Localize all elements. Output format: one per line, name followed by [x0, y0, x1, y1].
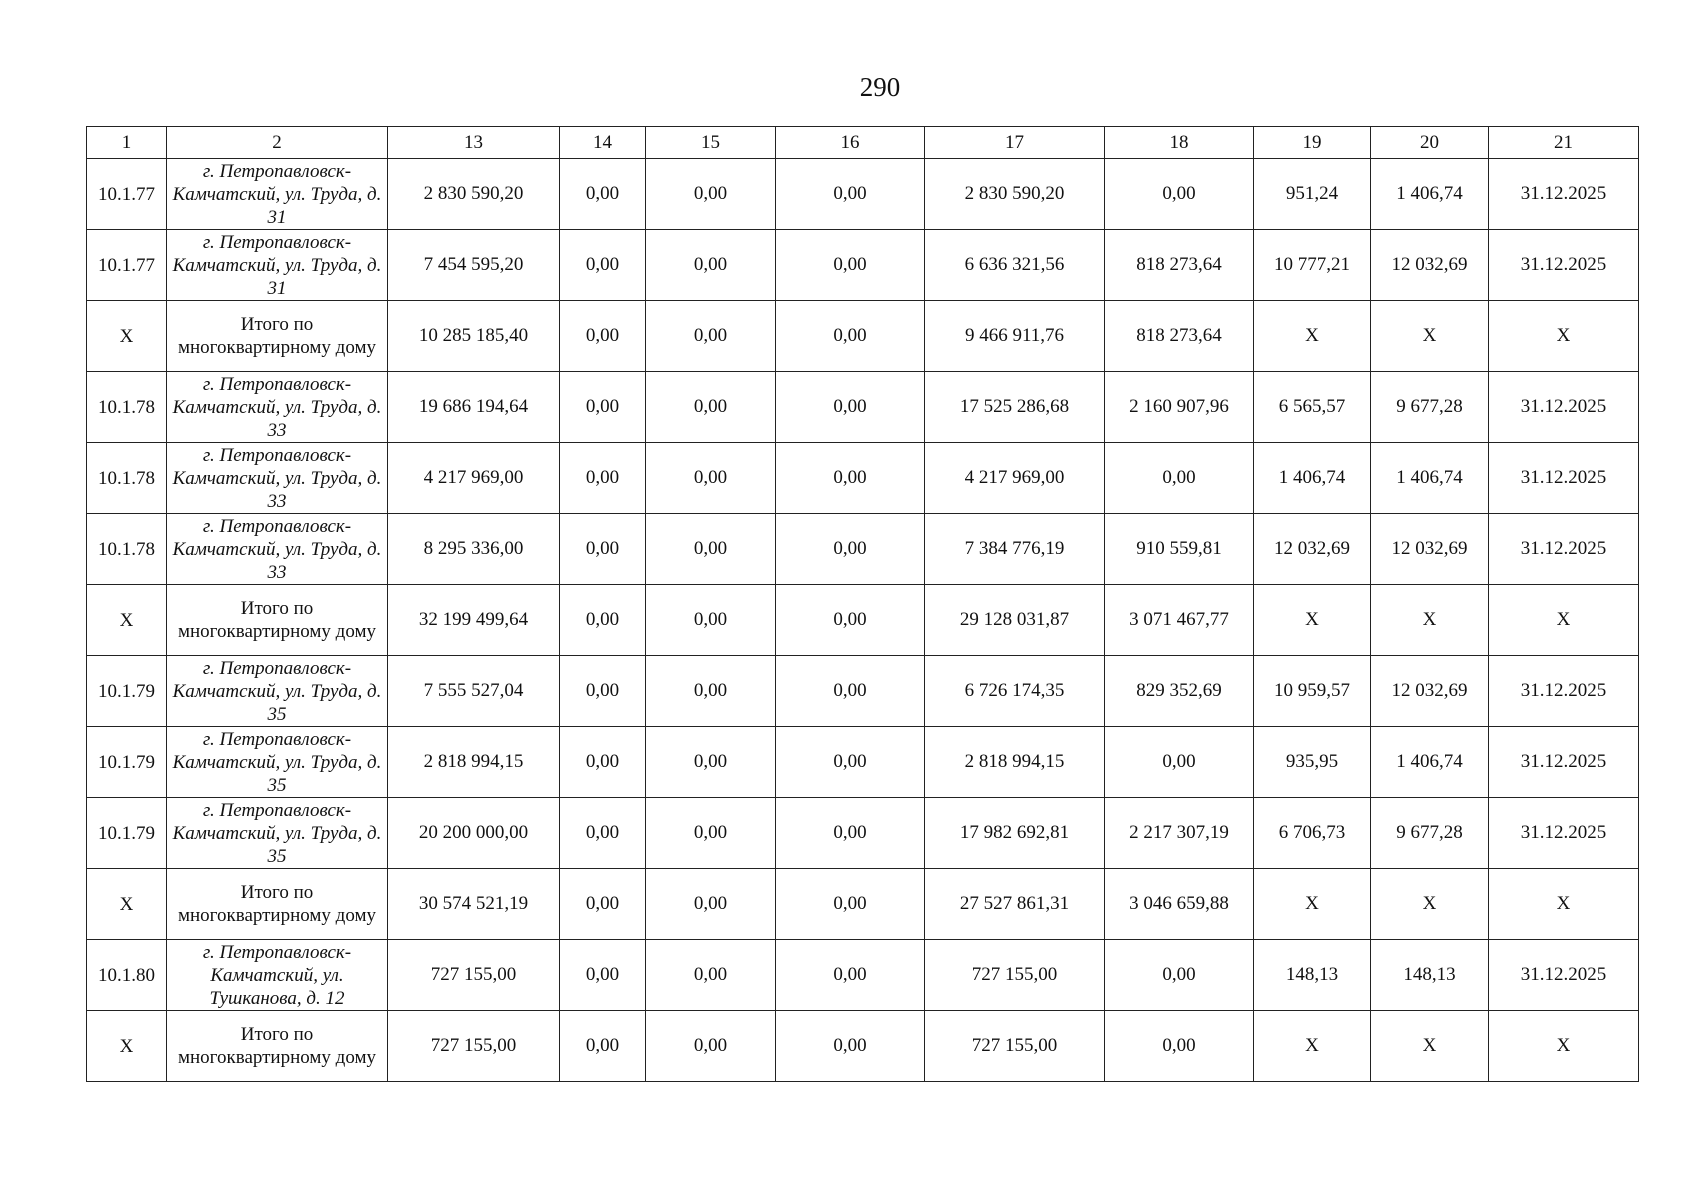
column-header: 15	[646, 127, 776, 159]
value-cell-col-14: 0,00	[560, 372, 646, 443]
value-cell-col-14: 0,00	[560, 869, 646, 940]
value-cell-col-16: 0,00	[776, 301, 925, 372]
value-cell-col-19: 148,13	[1254, 940, 1371, 1011]
value-cell-col-19: 951,24	[1254, 159, 1371, 230]
value-cell-col-15: 0,00	[646, 159, 776, 230]
value-cell-col-20: 1 406,74	[1371, 159, 1489, 230]
column-header: 14	[560, 127, 646, 159]
data-table	[86, 126, 1639, 1082]
column-header: 18	[1105, 127, 1254, 159]
value-cell-col-13: 19 686 194,64	[388, 372, 560, 443]
table-row	[87, 372, 1639, 443]
total-label-cell: Итого по многоквартирному дому	[167, 585, 388, 656]
value-cell-col-21: 31.12.2025	[1489, 798, 1639, 869]
address-cell: г. Петропавловск-Камчатский, ул. Труда, д. 31	[167, 230, 388, 301]
value-cell-col-17: 2 830 590,20	[925, 159, 1105, 230]
value-cell-col-20: X	[1371, 1011, 1489, 1082]
value-cell-col-15: 0,00	[646, 1011, 776, 1082]
row-number-cell: 10.1.78	[87, 372, 167, 443]
column-header: 2	[167, 127, 388, 159]
value-cell-col-15: 0,00	[646, 869, 776, 940]
column-header: 13	[388, 127, 560, 159]
value-cell-col-14: 0,00	[560, 159, 646, 230]
value-cell-col-20: 12 032,69	[1371, 514, 1489, 585]
address-cell: г. Петропавловск-Камчатский, ул. Труда, д. 33	[167, 372, 388, 443]
address-cell: г. Петропавловск-Камчатский, ул. Труда, д. 33	[167, 443, 388, 514]
value-cell-col-21: 31.12.2025	[1489, 443, 1639, 514]
row-number-cell: 10.1.79	[87, 727, 167, 798]
table-row	[87, 940, 1639, 1011]
page-number: 290	[859, 72, 901, 102]
address-cell: г. Петропавловск-Камчатский, ул. Труда, д. 33	[167, 514, 388, 585]
value-cell-col-18: 0,00	[1105, 940, 1254, 1011]
value-cell-col-21: X	[1489, 301, 1639, 372]
row-number-cell: 10.1.80	[87, 940, 167, 1011]
value-cell-col-21: 31.12.2025	[1489, 230, 1639, 301]
total-label-cell: Итого по многоквартирному дому	[167, 869, 388, 940]
value-cell-col-17: 6 726 174,35	[925, 656, 1105, 727]
value-cell-col-16: 0,00	[776, 869, 925, 940]
value-cell-col-14: 0,00	[560, 585, 646, 656]
value-cell-col-14: 0,00	[560, 230, 646, 301]
column-header: 19	[1254, 127, 1371, 159]
value-cell-col-19: 10 959,57	[1254, 656, 1371, 727]
value-cell-col-17: 7 384 776,19	[925, 514, 1105, 585]
value-cell-col-17: 6 636 321,56	[925, 230, 1105, 301]
value-cell-col-14: 0,00	[560, 443, 646, 514]
value-cell-col-13: 7 454 595,20	[388, 230, 560, 301]
value-cell-col-21: X	[1489, 869, 1639, 940]
value-cell-col-16: 0,00	[776, 798, 925, 869]
value-cell-col-18: 818 273,64	[1105, 301, 1254, 372]
row-number-cell: 10.1.78	[87, 514, 167, 585]
table-total-row	[87, 301, 1639, 372]
value-cell-col-20: 12 032,69	[1371, 230, 1489, 301]
row-number-cell: 10.1.77	[87, 159, 167, 230]
value-cell-col-17: 29 128 031,87	[925, 585, 1105, 656]
table-row	[87, 230, 1639, 301]
value-cell-col-15: 0,00	[646, 230, 776, 301]
value-cell-col-16: 0,00	[776, 230, 925, 301]
value-cell-col-16: 0,00	[776, 1011, 925, 1082]
value-cell-col-19: 10 777,21	[1254, 230, 1371, 301]
value-cell-col-19: X	[1254, 869, 1371, 940]
value-cell-col-19: 935,95	[1254, 727, 1371, 798]
column-header: 17	[925, 127, 1105, 159]
row-number-cell: 10.1.77	[87, 230, 167, 301]
value-cell-col-19: 12 032,69	[1254, 514, 1371, 585]
value-cell-col-21: 31.12.2025	[1489, 940, 1639, 1011]
value-cell-col-19: X	[1254, 585, 1371, 656]
value-cell-col-18: 3 071 467,77	[1105, 585, 1254, 656]
value-cell-col-17: 27 527 861,31	[925, 869, 1105, 940]
value-cell-col-20: X	[1371, 301, 1489, 372]
address-cell: г. Петропавловск-Камчатский, ул. Труда, д. 35	[167, 727, 388, 798]
value-cell-col-14: 0,00	[560, 1011, 646, 1082]
value-cell-col-15: 0,00	[646, 514, 776, 585]
value-cell-col-15: 0,00	[646, 443, 776, 514]
value-cell-col-16: 0,00	[776, 940, 925, 1011]
address-cell: г. Петропавловск-Камчатский, ул. Труда, д. 31	[167, 159, 388, 230]
value-cell-col-13: 727 155,00	[388, 1011, 560, 1082]
value-cell-col-17: 17 982 692,81	[925, 798, 1105, 869]
value-cell-col-19: X	[1254, 1011, 1371, 1082]
value-cell-col-21: 31.12.2025	[1489, 372, 1639, 443]
address-cell: г. Петропавловск-Камчатский, ул. Труда, д. 35	[167, 798, 388, 869]
address-cell: г. Петропавловск-Камчатский, ул. Тушканова, д. 12	[167, 940, 388, 1011]
value-cell-col-17: 2 818 994,15	[925, 727, 1105, 798]
row-number-cell: X	[87, 585, 167, 656]
value-cell-col-19: X	[1254, 301, 1371, 372]
value-cell-col-14: 0,00	[560, 798, 646, 869]
value-cell-col-20: 1 406,74	[1371, 443, 1489, 514]
value-cell-col-17: 4 217 969,00	[925, 443, 1105, 514]
value-cell-col-16: 0,00	[776, 727, 925, 798]
value-cell-col-20: X	[1371, 585, 1489, 656]
value-cell-col-20: 9 677,28	[1371, 372, 1489, 443]
value-cell-col-17: 17 525 286,68	[925, 372, 1105, 443]
value-cell-col-20: 1 406,74	[1371, 727, 1489, 798]
value-cell-col-16: 0,00	[776, 656, 925, 727]
value-cell-col-20: 9 677,28	[1371, 798, 1489, 869]
value-cell-col-15: 0,00	[646, 301, 776, 372]
value-cell-col-14: 0,00	[560, 514, 646, 585]
value-cell-col-18: 0,00	[1105, 727, 1254, 798]
value-cell-col-15: 0,00	[646, 940, 776, 1011]
table-total-row	[87, 869, 1639, 940]
value-cell-col-17: 9 466 911,76	[925, 301, 1105, 372]
value-cell-col-18: 0,00	[1105, 159, 1254, 230]
value-cell-col-13: 727 155,00	[388, 940, 560, 1011]
column-header: 1	[87, 127, 167, 159]
value-cell-col-13: 7 555 527,04	[388, 656, 560, 727]
value-cell-col-16: 0,00	[776, 443, 925, 514]
column-header: 16	[776, 127, 925, 159]
value-cell-col-15: 0,00	[646, 798, 776, 869]
value-cell-col-17: 727 155,00	[925, 1011, 1105, 1082]
value-cell-col-17: 727 155,00	[925, 940, 1105, 1011]
table-total-row	[87, 585, 1639, 656]
row-number-cell: X	[87, 869, 167, 940]
value-cell-col-13: 30 574 521,19	[388, 869, 560, 940]
table-row	[87, 727, 1639, 798]
value-cell-col-18: 0,00	[1105, 443, 1254, 514]
total-label-cell: Итого по многоквартирному дому	[167, 301, 388, 372]
value-cell-col-16: 0,00	[776, 514, 925, 585]
value-cell-col-15: 0,00	[646, 585, 776, 656]
value-cell-col-20: 148,13	[1371, 940, 1489, 1011]
value-cell-col-13: 20 200 000,00	[388, 798, 560, 869]
value-cell-col-21: 31.12.2025	[1489, 159, 1639, 230]
value-cell-col-20: X	[1371, 869, 1489, 940]
table-header-row	[87, 127, 1639, 159]
value-cell-col-13: 2 830 590,20	[388, 159, 560, 230]
value-cell-col-21: 31.12.2025	[1489, 656, 1639, 727]
value-cell-col-21: X	[1489, 585, 1639, 656]
row-number-cell: 10.1.79	[87, 656, 167, 727]
value-cell-col-14: 0,00	[560, 656, 646, 727]
table-row	[87, 798, 1639, 869]
value-cell-col-15: 0,00	[646, 727, 776, 798]
value-cell-col-21: 31.12.2025	[1489, 727, 1639, 798]
total-label-cell: Итого по многоквартирному дому	[167, 1011, 388, 1082]
table-row	[87, 443, 1639, 514]
address-cell: г. Петропавловск-Камчатский, ул. Труда, д. 35	[167, 656, 388, 727]
value-cell-col-13: 2 818 994,15	[388, 727, 560, 798]
value-cell-col-14: 0,00	[560, 940, 646, 1011]
value-cell-col-19: 6 565,57	[1254, 372, 1371, 443]
value-cell-col-13: 32 199 499,64	[388, 585, 560, 656]
value-cell-col-18: 829 352,69	[1105, 656, 1254, 727]
column-header: 21	[1489, 127, 1639, 159]
value-cell-col-16: 0,00	[776, 585, 925, 656]
value-cell-col-13: 10 285 185,40	[388, 301, 560, 372]
value-cell-col-18: 0,00	[1105, 1011, 1254, 1082]
value-cell-col-20: 12 032,69	[1371, 656, 1489, 727]
table-row	[87, 159, 1639, 230]
table-row	[87, 514, 1639, 585]
value-cell-col-14: 0,00	[560, 301, 646, 372]
value-cell-col-19: 6 706,73	[1254, 798, 1371, 869]
value-cell-col-16: 0,00	[776, 372, 925, 443]
value-cell-col-18: 818 273,64	[1105, 230, 1254, 301]
row-number-cell: 10.1.78	[87, 443, 167, 514]
value-cell-col-18: 2 160 907,96	[1105, 372, 1254, 443]
row-number-cell: X	[87, 1011, 167, 1082]
value-cell-col-14: 0,00	[560, 727, 646, 798]
value-cell-col-21: X	[1489, 1011, 1639, 1082]
value-cell-col-15: 0,00	[646, 656, 776, 727]
value-cell-col-18: 2 217 307,19	[1105, 798, 1254, 869]
value-cell-col-13: 4 217 969,00	[388, 443, 560, 514]
value-cell-col-15: 0,00	[646, 372, 776, 443]
value-cell-col-13: 8 295 336,00	[388, 514, 560, 585]
value-cell-col-18: 3 046 659,88	[1105, 869, 1254, 940]
value-cell-col-19: 1 406,74	[1254, 443, 1371, 514]
column-header: 20	[1371, 127, 1489, 159]
row-number-cell: 10.1.79	[87, 798, 167, 869]
row-number-cell: X	[87, 301, 167, 372]
value-cell-col-16: 0,00	[776, 159, 925, 230]
value-cell-col-21: 31.12.2025	[1489, 514, 1639, 585]
table-total-row	[87, 1011, 1639, 1082]
table-body	[87, 159, 1639, 1082]
value-cell-col-18: 910 559,81	[1105, 514, 1254, 585]
table-row	[87, 656, 1639, 727]
